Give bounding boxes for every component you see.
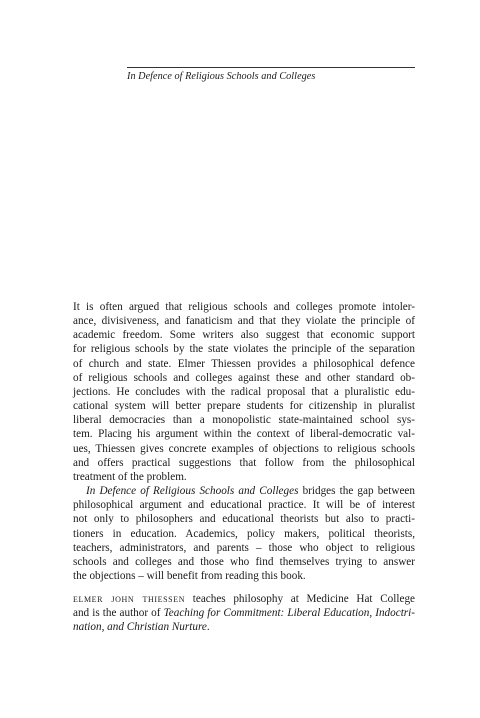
text-line	[73, 484, 415, 498]
text-line: ance, divisiveness, and fanaticism and that they violate the principle of	[73, 315, 415, 328]
description-paragraph-1	[73, 300, 415, 484]
text-line: of religious schools and colleges against these and other standard ob-	[73, 371, 415, 384]
text-line	[73, 592, 415, 606]
text-run: bridges the gap between	[298, 485, 415, 498]
text-line: It is often argued that religious schools and colleges promote intoler-	[73, 301, 415, 313]
author-name: elmer john thiessen	[73, 593, 186, 606]
running-head: In Defence of Religious Schools and Colleges	[127, 71, 316, 82]
text-line: tem. Placing his argument within the context of liberal-democratic val-	[73, 428, 415, 441]
text-run: teaches philosophy at Medicine Hat College	[185, 593, 416, 606]
author-bio	[73, 592, 415, 634]
text-line: jections. He concludes with the radical proposal that a pluralistic edu-	[73, 385, 415, 398]
text-line: and offers practical suggestions that follow from the philosophical	[73, 456, 415, 469]
text-run: and is the author of	[73, 607, 164, 620]
text-line: ues, Thiessen gives concrete examples of objections to religious schools	[73, 442, 415, 455]
text-line: of church and state. Elmer Thiessen provides a philosophical defence	[73, 357, 415, 370]
running-head-rule	[127, 67, 415, 68]
text-line: cational system will better prepare students for citizenship in pluralist	[73, 400, 415, 413]
text-line: tioners in education. Academics, policy makers, political theorists,	[73, 527, 415, 540]
text-line	[73, 620, 415, 634]
text-line: schools and colleges and those who find themselves trying to answer	[73, 555, 415, 568]
book-title: In Defence of Religious Schools and Colleges	[86, 485, 299, 498]
text-line: the objections – will benefit from reading this book.	[73, 569, 306, 582]
book-description	[73, 300, 415, 635]
text-line: academic freedom. Some writers also suggest that economic support	[73, 329, 415, 342]
text-line: for religious schools by the state violates the principle of the separation	[73, 343, 415, 356]
text-line: teachers, administrators, and parents – those who object to religious	[73, 541, 415, 554]
text-run: .	[206, 621, 210, 634]
text-line: treatment of the problem.	[73, 470, 187, 483]
description-paragraph-2	[73, 484, 415, 583]
other-book-title: Teaching for Commitment: Liberal Education, Indoctri-	[163, 607, 415, 620]
text-line: liberal democracies than a monopolistic state-maintained school sys-	[73, 414, 415, 427]
text-line	[73, 606, 415, 620]
text-line: philosophical argument and educational practice. It will be of interest	[73, 499, 415, 512]
text-line: not only to philosophers and educational theorists but also to practi-	[73, 513, 415, 526]
paragraph-gap	[73, 583, 415, 592]
other-book-title: nation, and Christian Nurture	[73, 621, 207, 634]
